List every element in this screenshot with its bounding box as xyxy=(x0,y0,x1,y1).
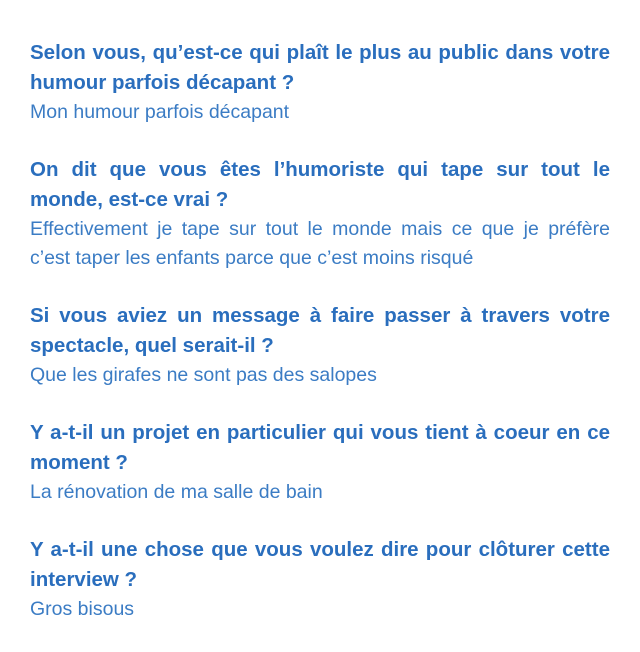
qa-block-3 xyxy=(30,301,610,390)
answer-5: Gros bisous xyxy=(30,598,135,620)
answer-1: Mon humour parfois décapant xyxy=(30,101,290,123)
question-2: On dit que vous êtes l’humoriste qui tape sur tout le monde, est-ce vrai ? xyxy=(30,158,610,211)
answer-4: La rénovation de ma salle de bain xyxy=(30,481,323,503)
qa-block-1 xyxy=(30,38,610,127)
question-1: Selon vous, qu’est-ce qui plaît le plus au public dans votre humour parfois décapant ? xyxy=(30,41,610,94)
qa-block-5 xyxy=(30,535,610,624)
question-5: Y a-t-il une chose que vous voulez dire pour clôturer cette interview ? xyxy=(30,538,610,591)
qa-block-4 xyxy=(30,418,610,507)
answer-2: Effectivement je tape sur tout le monde mais ce que je préfère c’est taper les enfants parce que c’est moins risqué xyxy=(30,218,610,269)
question-3: Si vous aviez un message à faire passer à travers votre spectacle, quel serait-il ? xyxy=(30,304,610,357)
answer-3: Que les girafes ne sont pas des salopes xyxy=(30,364,377,386)
interview-qa-list xyxy=(30,38,610,652)
qa-block-2 xyxy=(30,155,610,273)
question-4: Y a-t-il un projet en particulier qui vous tient à coeur en ce moment ? xyxy=(30,421,610,474)
